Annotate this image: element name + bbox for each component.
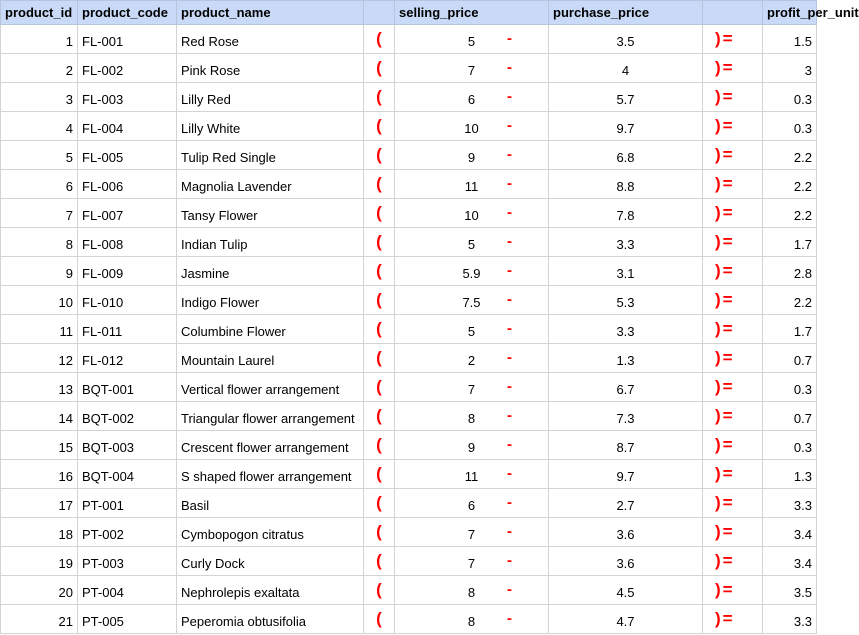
purchase-price-value: 3.3 (616, 237, 635, 252)
cell-purchase-price[interactable] (507, 199, 703, 228)
cell-open-paren[interactable]: ( (364, 518, 395, 547)
table-row (1, 431, 817, 460)
cell-product-id[interactable]: 2 (1, 54, 78, 83)
cell-product-code[interactable]: FL-002 (78, 54, 177, 83)
cell-product-code[interactable]: FL-012 (78, 344, 177, 373)
cell-product-name[interactable]: Lilly Red (177, 83, 364, 112)
table-row (1, 228, 817, 257)
cell-open-paren[interactable]: ( (364, 112, 395, 141)
cell-profit-per-unit[interactable]: 3.5 (763, 576, 817, 605)
cell-open-paren[interactable]: ( (364, 199, 395, 228)
cell-profit-per-unit[interactable]: 0.7 (763, 402, 817, 431)
cell-profit-per-unit[interactable]: 0.3 (763, 83, 817, 112)
cell-product-name[interactable]: Nephrolepis exaltata (177, 576, 364, 605)
cell-selling-price[interactable]: 9 (395, 431, 549, 460)
cell-close-eq[interactable]: )= (703, 257, 763, 286)
cell-close-eq[interactable]: )= (703, 518, 763, 547)
cell-close-eq[interactable]: )= (703, 402, 763, 431)
minus-operator: - (507, 436, 512, 453)
table-row (1, 25, 817, 54)
cell-selling-price[interactable]: 11 (395, 460, 549, 489)
cell-product-name[interactable]: S shaped flower arrangement (177, 460, 364, 489)
cell-product-code[interactable]: PT-003 (78, 547, 177, 576)
cell-product-name[interactable]: Cymbopogon citratus (177, 518, 364, 547)
minus-operator: - (507, 407, 512, 424)
cell-profit-per-unit[interactable]: 3.3 (763, 489, 817, 518)
cell-open-paren[interactable]: ( (364, 605, 395, 634)
table-row (1, 605, 817, 634)
header-blank-2[interactable] (703, 1, 763, 25)
table-row (1, 315, 817, 344)
cell-purchase-price[interactable] (507, 170, 703, 199)
cell-product-id[interactable]: 9 (1, 257, 78, 286)
header-selling-price[interactable]: selling_price (395, 1, 549, 25)
cell-purchase-price[interactable] (507, 576, 703, 605)
cell-product-code[interactable]: FL-005 (78, 141, 177, 170)
cell-product-code[interactable]: FL-001 (78, 25, 177, 54)
cell-product-code[interactable]: FL-011 (78, 315, 177, 344)
purchase-price-value: 6.8 (616, 150, 635, 165)
cell-product-name[interactable]: Peperomia obtusifolia (177, 605, 364, 634)
cell-product-name[interactable]: Mountain Laurel (177, 344, 364, 373)
cell-open-paren[interactable]: ( (364, 286, 395, 315)
cell-product-code[interactable]: PT-004 (78, 576, 177, 605)
cell-product-code[interactable]: BQT-004 (78, 460, 177, 489)
purchase-price-value: 7.8 (616, 208, 635, 223)
cell-product-id[interactable]: 12 (1, 344, 78, 373)
cell-purchase-price[interactable] (507, 54, 703, 83)
cell-profit-per-unit[interactable]: 2.2 (763, 170, 817, 199)
minus-operator: - (507, 523, 512, 540)
cell-purchase-price[interactable] (507, 431, 703, 460)
purchase-price-value: 3.6 (616, 527, 635, 542)
cell-product-name[interactable]: Jasmine (177, 257, 364, 286)
table-row (1, 257, 817, 286)
cell-close-eq[interactable]: )= (703, 286, 763, 315)
cell-product-name[interactable]: Tansy Flower (177, 199, 364, 228)
table-row (1, 344, 817, 373)
cell-selling-price[interactable]: 5 (395, 228, 549, 257)
cell-product-id[interactable]: 8 (1, 228, 78, 257)
cell-product-id[interactable]: 4 (1, 112, 78, 141)
purchase-price-value: 4.5 (616, 585, 635, 600)
table-row (1, 170, 817, 199)
purchase-price-value: 5.7 (616, 92, 635, 107)
cell-purchase-price[interactable] (507, 228, 703, 257)
cell-profit-per-unit[interactable]: 1.3 (763, 460, 817, 489)
cell-purchase-price[interactable] (507, 112, 703, 141)
cell-product-code[interactable]: FL-008 (78, 228, 177, 257)
purchase-price-value: 8.8 (616, 179, 635, 194)
cell-close-eq[interactable]: )= (703, 547, 763, 576)
cell-open-paren[interactable]: ( (364, 257, 395, 286)
cell-selling-price[interactable]: 7.5 (395, 286, 549, 315)
header-purchase-price[interactable]: purchase_price (549, 1, 703, 25)
purchase-price-value: 4 (621, 63, 630, 78)
cell-open-paren[interactable]: ( (364, 83, 395, 112)
minus-operator: - (507, 320, 512, 337)
minus-operator: - (507, 465, 512, 482)
cell-selling-price[interactable]: 10 (395, 199, 549, 228)
cell-profit-per-unit[interactable]: 0.3 (763, 112, 817, 141)
cell-product-name[interactable]: Tulip Red Single (177, 141, 364, 170)
minus-operator: - (507, 262, 512, 279)
cell-close-eq[interactable]: )= (703, 460, 763, 489)
cell-product-id[interactable]: 16 (1, 460, 78, 489)
table-row (1, 518, 817, 547)
cell-purchase-price[interactable] (507, 402, 703, 431)
cell-selling-price[interactable]: 5 (395, 315, 549, 344)
table-row (1, 286, 817, 315)
cell-purchase-price[interactable] (507, 373, 703, 402)
minus-operator: - (507, 291, 512, 308)
cell-purchase-price[interactable] (507, 286, 703, 315)
cell-product-name[interactable]: Vertical flower arrangement (177, 373, 364, 402)
cell-open-paren[interactable]: ( (364, 170, 395, 199)
cell-purchase-price[interactable] (507, 518, 703, 547)
cell-profit-per-unit[interactable]: 2.2 (763, 141, 817, 170)
cell-product-id[interactable]: 1 (1, 25, 78, 54)
cell-purchase-price[interactable] (507, 25, 703, 54)
cell-product-id[interactable]: 17 (1, 489, 78, 518)
cell-open-paren[interactable]: ( (364, 576, 395, 605)
header-product-id[interactable]: product_id (1, 1, 78, 25)
cell-profit-per-unit[interactable]: 1.5 (763, 25, 817, 54)
cell-open-paren[interactable]: ( (364, 141, 395, 170)
minus-operator: - (507, 233, 512, 250)
table-body (1, 25, 817, 634)
cell-selling-price[interactable]: 2 (395, 344, 549, 373)
cell-purchase-price[interactable] (507, 344, 703, 373)
cell-product-name[interactable]: Red Rose (177, 25, 364, 54)
cell-open-paren[interactable]: ( (364, 373, 395, 402)
cell-product-code[interactable]: FL-007 (78, 199, 177, 228)
cell-selling-price[interactable]: 6 (395, 489, 549, 518)
cell-purchase-price[interactable] (507, 605, 703, 634)
cell-open-paren[interactable]: ( (364, 25, 395, 54)
cell-product-id[interactable]: 20 (1, 576, 78, 605)
cell-close-eq[interactable]: )= (703, 576, 763, 605)
cell-open-paren[interactable]: ( (364, 431, 395, 460)
purchase-price-value: 3.5 (616, 34, 635, 49)
cell-open-paren[interactable]: ( (364, 460, 395, 489)
header-row (1, 1, 817, 25)
cell-product-name[interactable]: Columbine Flower (177, 315, 364, 344)
cell-product-code[interactable]: FL-006 (78, 170, 177, 199)
minus-operator: - (507, 494, 512, 511)
cell-close-eq[interactable]: )= (703, 54, 763, 83)
purchase-price-value: 3.3 (616, 324, 635, 339)
cell-selling-price[interactable]: 5 (395, 25, 549, 54)
cell-product-code[interactable]: PT-005 (78, 605, 177, 634)
cell-product-id[interactable]: 10 (1, 286, 78, 315)
cell-open-paren[interactable]: ( (364, 54, 395, 83)
cell-product-id[interactable]: 19 (1, 547, 78, 576)
cell-close-eq[interactable]: )= (703, 228, 763, 257)
header-blank-1[interactable] (364, 1, 395, 25)
cell-selling-price[interactable]: 10 (395, 112, 549, 141)
header-product-name[interactable]: product_name (177, 1, 364, 25)
table-row (1, 576, 817, 605)
cell-product-id[interactable]: 5 (1, 141, 78, 170)
table-row (1, 489, 817, 518)
table-row (1, 373, 817, 402)
cell-open-paren[interactable]: ( (364, 547, 395, 576)
purchase-price-value: 3.6 (616, 556, 635, 571)
cell-product-id[interactable]: 14 (1, 402, 78, 431)
cell-profit-per-unit[interactable]: 1.7 (763, 315, 817, 344)
cell-selling-price[interactable]: 7 (395, 54, 549, 83)
cell-product-code[interactable]: PT-001 (78, 489, 177, 518)
cell-product-name[interactable]: Magnolia Lavender (177, 170, 364, 199)
cell-open-paren[interactable]: ( (364, 344, 395, 373)
purchase-price-value: 7.3 (616, 411, 635, 426)
cell-product-code[interactable]: BQT-001 (78, 373, 177, 402)
cell-product-code[interactable]: FL-010 (78, 286, 177, 315)
cell-product-code[interactable]: FL-009 (78, 257, 177, 286)
purchase-price-value: 9.7 (616, 469, 635, 484)
cell-profit-per-unit[interactable]: 3 (763, 54, 817, 83)
cell-close-eq[interactable]: )= (703, 431, 763, 460)
cell-product-name[interactable]: Crescent flower arrangement (177, 431, 364, 460)
purchase-price-value: 5.3 (616, 295, 635, 310)
table-row (1, 83, 817, 112)
table-row (1, 199, 817, 228)
cell-close-eq[interactable]: )= (703, 25, 763, 54)
cell-open-paren[interactable]: ( (364, 489, 395, 518)
cell-product-id[interactable]: 3 (1, 83, 78, 112)
cell-close-eq[interactable]: )= (703, 170, 763, 199)
minus-operator: - (507, 30, 512, 47)
cell-close-eq[interactable]: )= (703, 344, 763, 373)
table-row (1, 547, 817, 576)
cell-product-code[interactable]: FL-003 (78, 83, 177, 112)
cell-profit-per-unit[interactable]: 1.7 (763, 228, 817, 257)
cell-product-id[interactable]: 6 (1, 170, 78, 199)
cell-close-eq[interactable]: )= (703, 83, 763, 112)
cell-purchase-price[interactable] (507, 489, 703, 518)
purchase-price-value: 2.7 (616, 498, 635, 513)
cell-close-eq[interactable]: )= (703, 141, 763, 170)
cell-product-id[interactable]: 18 (1, 518, 78, 547)
cell-purchase-price[interactable] (507, 315, 703, 344)
cell-product-name[interactable]: Indigo Flower (177, 286, 364, 315)
minus-operator: - (507, 175, 512, 192)
cell-purchase-price[interactable] (507, 141, 703, 170)
cell-product-code[interactable]: BQT-002 (78, 402, 177, 431)
cell-close-eq[interactable]: )= (703, 489, 763, 518)
cell-close-eq[interactable]: )= (703, 112, 763, 141)
cell-profit-per-unit[interactable]: 0.3 (763, 431, 817, 460)
cell-selling-price[interactable]: 5.9 (395, 257, 549, 286)
minus-operator: - (507, 552, 512, 569)
cell-product-name[interactable]: Curly Dock (177, 547, 364, 576)
table-row (1, 54, 817, 83)
cell-product-id[interactable]: 15 (1, 431, 78, 460)
header-product-code[interactable]: product_code (78, 1, 177, 25)
cell-product-code[interactable]: BQT-003 (78, 431, 177, 460)
cell-open-paren[interactable]: ( (364, 402, 395, 431)
cell-product-name[interactable]: Triangular flower arrangement (177, 402, 364, 431)
cell-purchase-price[interactable] (507, 257, 703, 286)
purchase-price-value: 1.3 (616, 353, 635, 368)
cell-selling-price[interactable]: 8 (395, 402, 549, 431)
purchase-price-value: 8.7 (616, 440, 635, 455)
cell-product-name[interactable]: Basil (177, 489, 364, 518)
minus-operator: - (507, 146, 512, 163)
cell-selling-price[interactable]: 7 (395, 547, 549, 576)
minus-operator: - (507, 378, 512, 395)
cell-product-name[interactable]: Lilly White (177, 112, 364, 141)
minus-operator: - (507, 88, 512, 105)
minus-operator: - (507, 581, 512, 598)
cell-selling-price[interactable]: 11 (395, 170, 549, 199)
cell-profit-per-unit[interactable]: 2.8 (763, 257, 817, 286)
purchase-price-value: 9.7 (616, 121, 635, 136)
purchase-price-value: 6.7 (616, 382, 635, 397)
cell-profit-per-unit[interactable]: 3.4 (763, 518, 817, 547)
cell-product-id[interactable]: 21 (1, 605, 78, 634)
cell-profit-per-unit[interactable]: 2.2 (763, 286, 817, 315)
cell-profit-per-unit[interactable]: 0.3 (763, 373, 817, 402)
cell-purchase-price[interactable] (507, 460, 703, 489)
cell-close-eq[interactable]: )= (703, 199, 763, 228)
cell-selling-price[interactable]: 6 (395, 83, 549, 112)
cell-selling-price[interactable]: 7 (395, 518, 549, 547)
purchase-price-value: 4.7 (616, 614, 635, 629)
table-row (1, 402, 817, 431)
minus-operator: - (507, 59, 512, 76)
cell-open-paren[interactable]: ( (364, 315, 395, 344)
cell-selling-price[interactable]: 7 (395, 373, 549, 402)
cell-profit-per-unit[interactable]: 3.4 (763, 547, 817, 576)
cell-profit-per-unit[interactable]: 3.3 (763, 605, 817, 634)
cell-product-id[interactable]: 11 (1, 315, 78, 344)
minus-operator: - (507, 349, 512, 366)
table-row (1, 112, 817, 141)
cell-close-eq[interactable]: )= (703, 605, 763, 634)
cell-profit-per-unit[interactable]: 0.7 (763, 344, 817, 373)
cell-selling-price[interactable]: 8 (395, 576, 549, 605)
cell-close-eq[interactable]: )= (703, 315, 763, 344)
table-row (1, 141, 817, 170)
cell-product-name[interactable]: Indian Tulip (177, 228, 364, 257)
table-row (1, 460, 817, 489)
cell-close-eq[interactable]: )= (703, 373, 763, 402)
cell-profit-per-unit[interactable]: 2.2 (763, 199, 817, 228)
minus-operator: - (507, 117, 512, 134)
purchase-price-value: 3.1 (616, 266, 635, 281)
cell-product-code[interactable]: FL-004 (78, 112, 177, 141)
minus-operator: - (507, 204, 512, 221)
cell-purchase-price[interactable] (507, 547, 703, 576)
cell-selling-price[interactable]: 8 (395, 605, 549, 634)
header-profit-per-unit[interactable]: profit_per_unit (763, 1, 817, 25)
minus-operator: - (507, 610, 512, 627)
cell-product-id[interactable]: 7 (1, 199, 78, 228)
cell-selling-price[interactable]: 9 (395, 141, 549, 170)
cell-product-id[interactable]: 13 (1, 373, 78, 402)
cell-purchase-price[interactable] (507, 83, 703, 112)
cell-product-name[interactable]: Pink Rose (177, 54, 364, 83)
cell-product-code[interactable]: PT-002 (78, 518, 177, 547)
cell-open-paren[interactable]: ( (364, 228, 395, 257)
